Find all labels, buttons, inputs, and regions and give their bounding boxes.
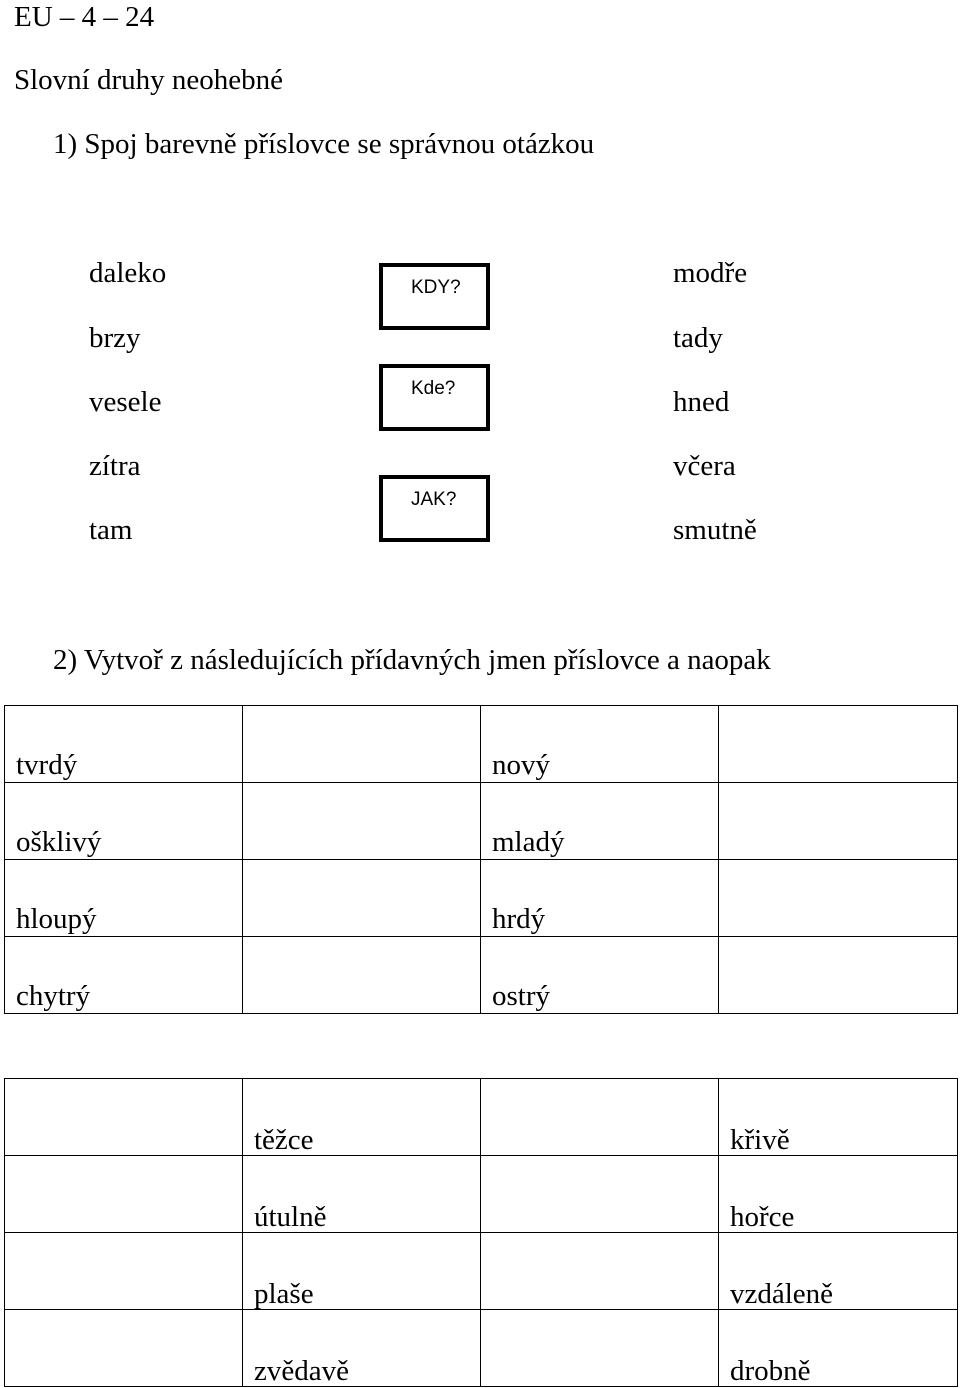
question-box-kdy bbox=[379, 263, 490, 330]
table-cell bbox=[719, 1233, 958, 1310]
adjective: hloupý bbox=[16, 903, 97, 935]
answer-cell[interactable] bbox=[243, 706, 481, 783]
worksheet-code: EU – 4 – 24 bbox=[14, 1, 155, 33]
adverb: drobně bbox=[730, 1355, 811, 1387]
right-word: včera bbox=[673, 450, 736, 482]
question-box-jak bbox=[379, 475, 490, 542]
table-cell bbox=[481, 706, 719, 783]
table-cell bbox=[481, 937, 719, 1014]
adverb: plaše bbox=[254, 1278, 314, 1310]
answer-cell[interactable] bbox=[719, 937, 958, 1014]
answer-cell[interactable] bbox=[719, 783, 958, 860]
answer-cell[interactable] bbox=[481, 1310, 719, 1387]
adverb: zvědavě bbox=[254, 1355, 349, 1387]
answer-cell[interactable] bbox=[5, 1310, 243, 1387]
question-label: Kde? bbox=[411, 378, 456, 399]
answer-cell[interactable] bbox=[5, 1233, 243, 1310]
table-row bbox=[5, 1233, 958, 1310]
table-cell bbox=[5, 783, 243, 860]
table-row bbox=[5, 860, 958, 937]
right-word: modře bbox=[673, 257, 748, 289]
table-row bbox=[5, 1310, 958, 1387]
adjective: nový bbox=[492, 749, 550, 781]
right-word: smutně bbox=[673, 514, 757, 546]
answer-cell[interactable] bbox=[243, 860, 481, 937]
adjective: hrdý bbox=[492, 903, 546, 935]
table-cell bbox=[719, 1079, 958, 1156]
adjective: mladý bbox=[492, 826, 565, 858]
table-row bbox=[5, 1079, 958, 1156]
left-word: zítra bbox=[89, 450, 141, 482]
table-cell bbox=[243, 1310, 481, 1387]
answer-cell[interactable] bbox=[5, 1079, 243, 1156]
table-cell bbox=[5, 860, 243, 937]
adjective: ostrý bbox=[492, 980, 550, 1012]
table-row bbox=[5, 706, 958, 783]
table-row bbox=[5, 937, 958, 1014]
table-row bbox=[5, 1156, 958, 1233]
adverb: útulně bbox=[254, 1201, 327, 1233]
question-label: JAK? bbox=[411, 489, 457, 510]
right-word: tady bbox=[673, 322, 723, 354]
question-box-kde bbox=[379, 364, 490, 431]
adverb: hořce bbox=[730, 1201, 795, 1233]
table-cell bbox=[243, 1156, 481, 1233]
answer-cell[interactable] bbox=[481, 1233, 719, 1310]
table-cell bbox=[719, 1156, 958, 1233]
left-word: brzy bbox=[89, 322, 141, 354]
table-row bbox=[5, 783, 958, 860]
answer-cell[interactable] bbox=[5, 1156, 243, 1233]
table-cell bbox=[719, 1310, 958, 1387]
table-cell bbox=[243, 1079, 481, 1156]
answer-cell[interactable] bbox=[719, 706, 958, 783]
task1-title: 1) Spoj barevně příslovce se správnou otázkou bbox=[53, 128, 595, 160]
adjective: chytrý bbox=[16, 980, 91, 1012]
answer-cell[interactable] bbox=[719, 860, 958, 937]
adjective: ošklivý bbox=[16, 826, 102, 858]
table-cell bbox=[481, 860, 719, 937]
adverb: křivě bbox=[730, 1124, 790, 1156]
left-word: daleko bbox=[89, 257, 167, 289]
answer-cell[interactable] bbox=[243, 783, 481, 860]
answer-cell[interactable] bbox=[481, 1079, 719, 1156]
adjective-table bbox=[4, 705, 958, 1014]
adverb: těžce bbox=[254, 1124, 314, 1156]
worksheet-topic: Slovní druhy neohebné bbox=[14, 64, 284, 96]
left-word: vesele bbox=[89, 386, 162, 418]
adjective: tvrdý bbox=[16, 749, 78, 781]
left-word: tam bbox=[89, 514, 133, 546]
adverb: vzdáleně bbox=[730, 1278, 834, 1310]
table-cell bbox=[481, 783, 719, 860]
answer-cell[interactable] bbox=[481, 1156, 719, 1233]
table-cell bbox=[5, 937, 243, 1014]
right-word: hned bbox=[673, 386, 730, 418]
table-cell bbox=[5, 706, 243, 783]
answer-cell[interactable] bbox=[243, 937, 481, 1014]
table-cell bbox=[243, 1233, 481, 1310]
adverb-table bbox=[4, 1078, 958, 1387]
question-label: KDY? bbox=[411, 277, 461, 298]
task2-title: 2) Vytvoř z následujících přídavných jmen příslovce a naopak bbox=[53, 644, 771, 676]
